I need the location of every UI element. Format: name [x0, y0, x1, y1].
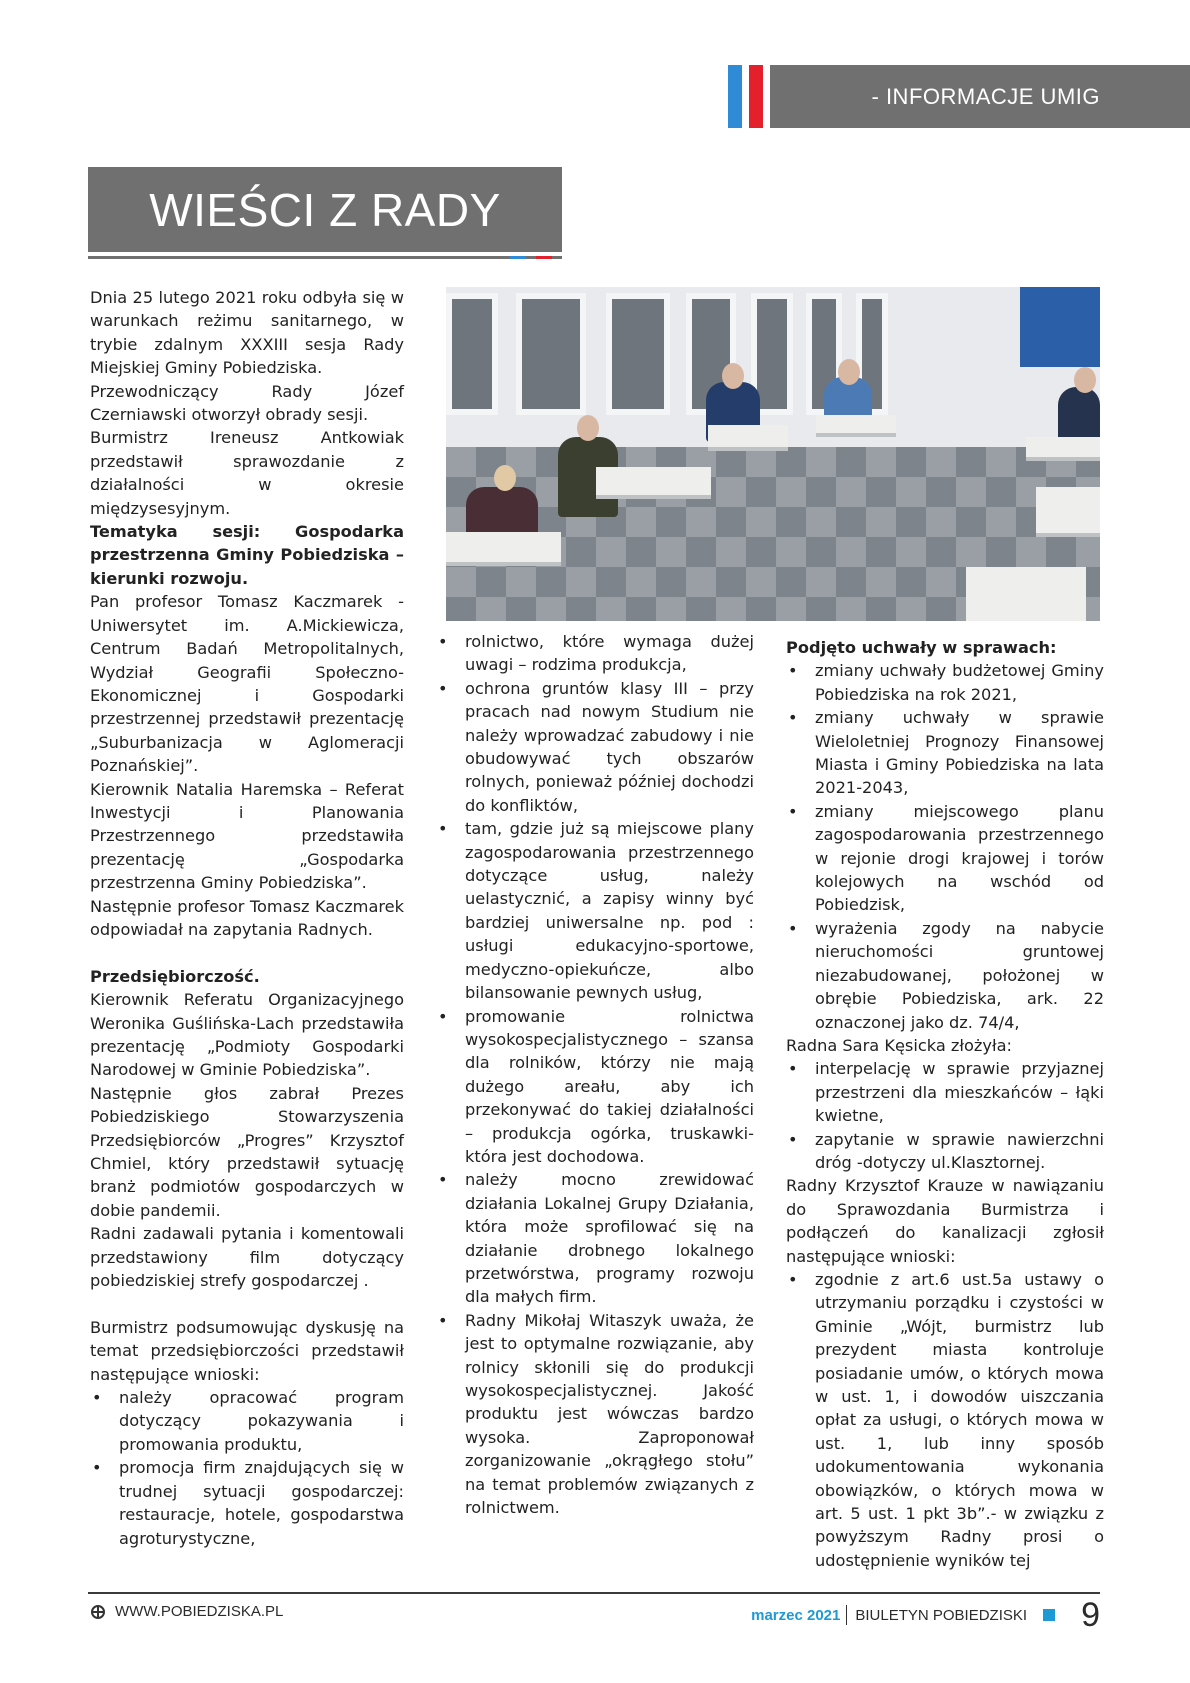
- photo-window: [446, 293, 498, 415]
- paragraph-mayor-report: Burmistrz Ireneusz Antkowiak przedstawił sprawozdanie z działalności w okresie międzysesyjnym.: [90, 428, 404, 518]
- publication-name: BIULETYN POBIEDZISKI: [855, 1606, 1028, 1624]
- photo-desk: [1026, 437, 1100, 461]
- left-column: [90, 286, 404, 1550]
- photo-desk: [708, 425, 788, 451]
- paragraph-guslinska-presentation: Kierownik Referatu Organizacyjnego Weronika Guślińska-Lach przedstawiła prezentację „Podmioty Gospodarki Narodowej w Gminie Pobiedziska”.: [90, 990, 404, 1080]
- title-underline: [88, 256, 562, 259]
- footer-website[interactable]: [91, 1603, 283, 1620]
- list-item: • zmiany uchwały w sprawie Wieloletniej Prognozy Finansowej Miasta i Gminy Pobiedziska na lata 2021-2043,: [786, 706, 1104, 800]
- conclusions-list: [90, 1386, 404, 1550]
- square-marker-icon: [1043, 1609, 1055, 1621]
- list-item: • rolnictwo, które wymaga dużej uwagi – rodzima produkcja,: [436, 630, 754, 677]
- photo-person-head: [722, 363, 744, 389]
- photo-desk: [1036, 487, 1100, 537]
- article-title: WIEŚCI Z RADY: [149, 183, 501, 236]
- kesicka-list: [786, 1057, 1104, 1174]
- list-item: • należy mocno zrewidować działania Lokalnej Grupy Działania, która może sprofilować się na działanie drobnego lokalnego przetwórstwa, programy rozwoju dla małych firm.: [436, 1168, 754, 1308]
- list-item: • tam, gdzie już są miejscowe plany zagospodarowania przestrzennego dotyczące usług, należy uelastycznić, a zapisy winny być bardziej uniwersalne np. pod : usługi edukacyjno-sportowe, medyczno-opiekuńcze, albo bilansowanie pewnych usług,: [436, 817, 754, 1004]
- photo-person-head: [577, 415, 599, 441]
- photo-person-head: [1074, 367, 1096, 393]
- footer-divider: [88, 1592, 1100, 1594]
- paragraph-kaczmarek-answers: Następnie profesor Tomasz Kaczmarek odpowiadał na zapytania Radnych.: [90, 896, 404, 939]
- photo-desk: [446, 532, 561, 566]
- list-item: • zmiany miejscowego planu zagospodarowania przestrzennego w rejonie drogi krajowej i torów kolejowych na wschód od Pobiedzisk,: [786, 800, 1104, 917]
- issue-month: marzec 2021: [751, 1606, 841, 1624]
- website-link[interactable]: WWW.POBIEDZISKA.PL: [115, 1603, 284, 1620]
- middle-column: [436, 630, 754, 1519]
- session-photo: [446, 287, 1100, 621]
- photo-desk: [596, 467, 711, 499]
- list-item: • interpelację w sprawie przyjaznej przestrzeni dla mieszkańców – łąki kwietne,: [786, 1057, 1104, 1127]
- resolutions-heading: Podjęto uchwały w sprawach:: [786, 638, 1057, 657]
- paragraph-chmiel-speech: Następnie głos zabrał Prezes Pobiedziskiego Stowarzyszenia Przedsiębiorców „Progres” Krzysztof Chmiel, który przedstawił sytuację branż podmiotów gospodarczych w dobie pandemii.: [90, 1083, 404, 1220]
- photo-person-head: [838, 359, 860, 385]
- paragraph-chairman: Przewodniczący Rady Józef Czerniawski otworzył obrady sesji.: [90, 381, 404, 425]
- list-item: • należy opracować program dotyczący pokazywania i promowania produktu,: [90, 1386, 404, 1456]
- paragraph-haremska-presentation: Kierownik Natalia Haremska – Referat Inwestycji i Planowania Przestrzennego przedstawiła prezentację „Gospodarka przestrzenna Gminy Pobiedziska”.: [90, 779, 404, 893]
- paragraph-krauze: Radny Krzysztof Krauze w nawiązaniu do Sprawozdania Burmistrza i podłączeń do kanalizacji zgłosił następujące wnioski:: [786, 1176, 1104, 1266]
- photo-desk: [966, 567, 1086, 621]
- right-column: [786, 636, 1104, 1572]
- section-label-bar: [770, 65, 1190, 128]
- resolutions-list: [786, 659, 1104, 1034]
- krauze-list: [786, 1268, 1104, 1572]
- paragraph-session-date: Dnia 25 lutego 2021 roku odbyła się w warunkach reżimu sanitarnego, w trybie zdalnym XXXIII sesja Rady Miejskiej Gminy Pobiedziska.: [90, 288, 404, 378]
- globe-icon: [91, 1605, 105, 1619]
- business-heading: Przedsiębiorczość.: [90, 966, 260, 986]
- list-item: • zgodnie z art.6 ust.5a ustawy o utrzymaniu porządku i czystości w Gminie „Wójt, burmistrz lub prezydent miasta kontroluje posiadanie umów, o których mowa w ust. 1, i dowodów uiszczania opłat za usługi, o których mowa w ust. 1, lub inny sposób udokumentowania wykonania obowiązków, o których mowa w art. 5 ust. 1 pkt 3b”.- w związku z powyższym Radny prosi o udostępnienie wyników tej: [786, 1268, 1104, 1572]
- article-title-box: [88, 167, 562, 252]
- photo-window: [516, 293, 586, 415]
- paragraph-kesicka: Radna Sara Kęsicka złożyła:: [786, 1035, 1012, 1055]
- list-item: • promowanie rolnictwa wysokospecjalistycznego – szansa dla rolników, którzy nie mają dużego areału, aby ich przekonywać do takiej działalności – produkcja ogórka, truskawki- która jest dochodowa.: [436, 1005, 754, 1169]
- title-accent-blue: [510, 256, 526, 259]
- header-flag-blue-stripe: [728, 65, 742, 128]
- header-flag-red-stripe: [749, 65, 763, 128]
- paragraph-mayor-conclusions: Burmistrz podsumowując dyskusję na temat przedsiębiorczości przedstawił następujące wnioski:: [90, 1317, 404, 1384]
- list-item: • promocja firm znajdujących się w trudnej sytuacji gospodarczej: restauracje, hotele, gospodarstwa agroturystyczne,: [90, 1456, 404, 1550]
- list-item: • zapytanie w sprawie nawierzchni dróg -dotyczy ul.Klasztornej.: [786, 1128, 1104, 1175]
- session-topic-heading: Tematyka sesji: Gospodarka przestrzenna Gminy Pobiedziska – kierunki rozwoju.: [90, 522, 404, 588]
- paragraph-kaczmarek-presentation: Pan profesor Tomasz Kaczmarek - Uniwersytet im. A.Mickiewicza, Centrum Badań Metropolitalnych, Wydział Geografii Społeczno-Ekonomicznej i Gospodarki przestrzennej przedstawił prezentację „Suburbanizacja w Aglomeracji Poznańskiej”.: [90, 592, 404, 776]
- list-item: • Radny Mikołaj Witaszyk uważa, że jest to optymalne rozwiązanie, aby rolnicy skłonili się do produkcji wysokospecjalistycznej. Jakość produktu jest wówczas bardzo wysoka. Zaproponował zorganizowanie „okrągłego stołu” na temat problemów związanych z rolnictwem.: [436, 1309, 754, 1520]
- list-item: • wyrażenia zgody na nabycie nieruchomości gruntowej niezabudowanej, położonej w obrębie Pobiedziska, ark. 22 oznaczonej jako dz. 74/4,: [786, 917, 1104, 1034]
- photo-window: [606, 293, 670, 415]
- paragraph-councillors-comments: Radni zadawali pytania i komentowali przedstawiony film dotyczący pobiedziskiej strefy gospodarczej .: [90, 1224, 404, 1291]
- list-item: • ochrona gruntów klasy III – przy pracach nad nowym Studium nie należy wprowadzać zabudowy i nie obudowywać tych obszarów rolnych, ponieważ później dochodzi do konfliktów,: [436, 677, 754, 817]
- photo-person-head: [494, 465, 516, 491]
- list-item: • zmiany uchwały budżetowej Gminy Pobiedziska na rok 2021,: [786, 659, 1104, 706]
- section-label: - INFORMACJE UMIG: [871, 83, 1100, 109]
- title-accent-red: [536, 256, 552, 259]
- footer-issue-info: [751, 1598, 1100, 1632]
- conclusions-list-continued: [436, 630, 754, 1519]
- photo-desk: [816, 415, 896, 437]
- photo-banner: [1020, 287, 1100, 367]
- footer-separator: [846, 1605, 847, 1625]
- page-number: 9: [1081, 1596, 1100, 1634]
